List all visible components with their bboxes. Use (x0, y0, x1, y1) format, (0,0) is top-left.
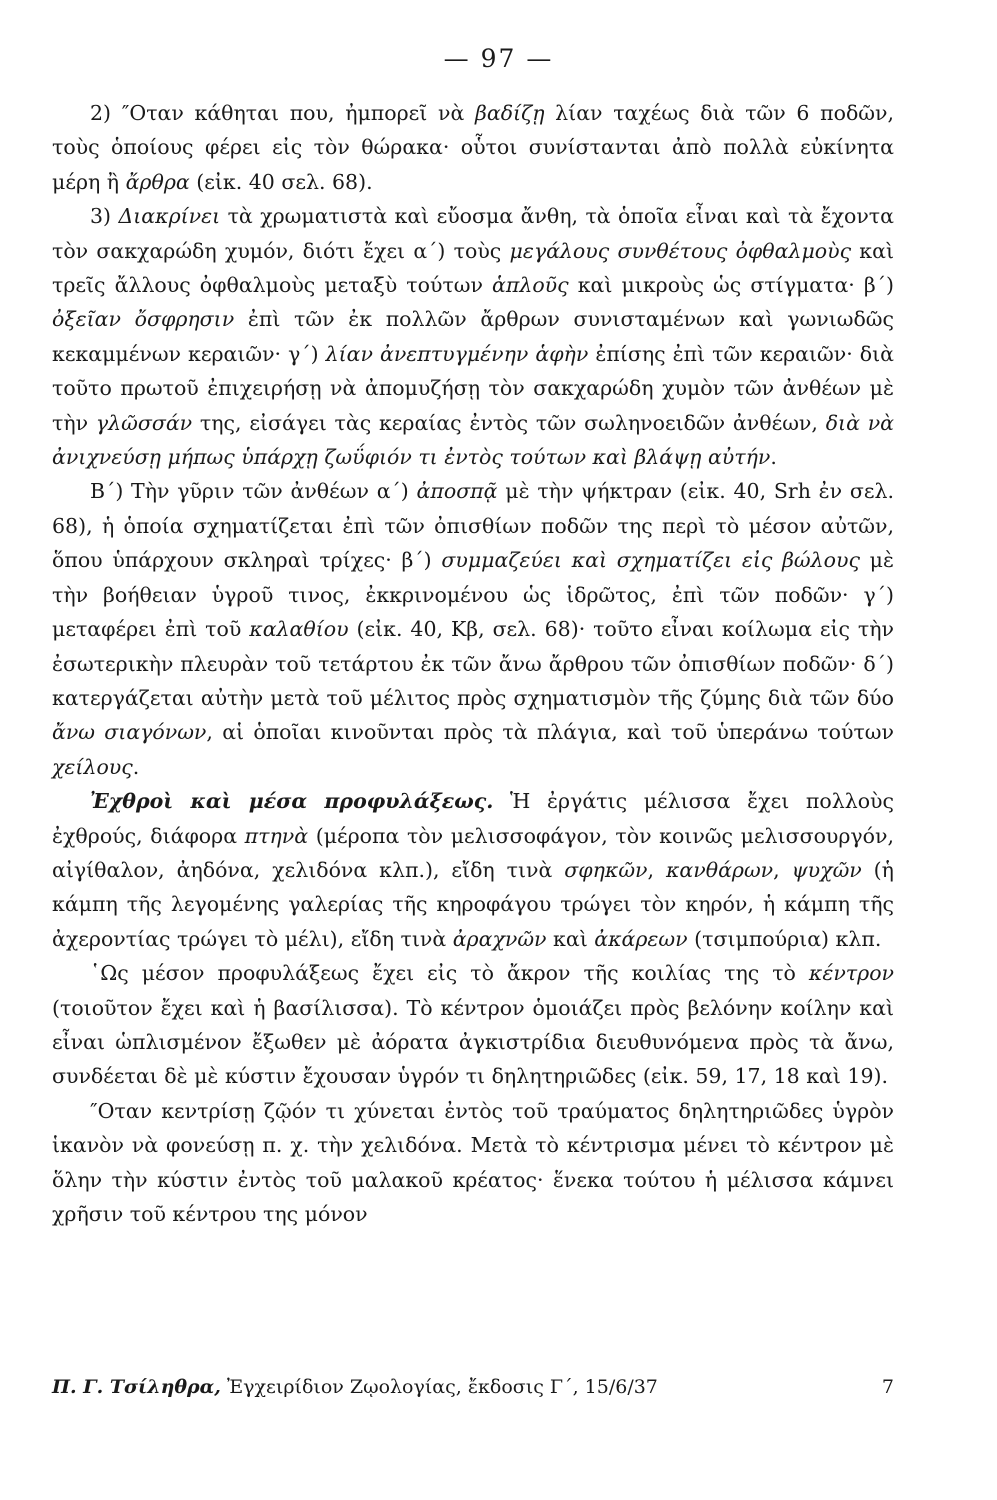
footer-title: Ἐγχειρίδιον Ζῳολογίας, ἔκδοσις Γ΄, 15/6/37 (220, 1376, 658, 1398)
text-run: καὶ μικροὺς ὡς στίγματα· β΄) (568, 273, 894, 298)
signature-mark: 7 (881, 1376, 894, 1398)
body-text (52, 96, 894, 1231)
text-run: μὲ τὴν ψήκτραν (εἰκ. 40, Srh ἐν σελ. 68), ἡ ὁποία σχηματίζεται ἐπὶ τῶν ὀπισθίων ποδῶν της περὶ τὸ μέσον αὐτῶν, ὅπου ὑπάρχουν σκληραὶ τρίχες· β΄) (52, 479, 894, 573)
footer-citation (52, 1376, 658, 1398)
text-run: τὰ χρωματιστὰ καὶ εὔοσμα ἄνθη, τὰ ὁποῖα εἶναι καὶ τὰ ἔχοντα τὸν σακχαρώδη χυμόν, διότι ἔχει α΄) τοὺς (52, 204, 894, 263)
emphasis-text: κέντρον (808, 961, 894, 986)
emphasis-text: συμμαζεύει καὶ σχηματίζει εἰς βώλους (441, 548, 860, 573)
text-run: . (770, 445, 777, 470)
text-run: μὲ τὴν βοήθειαν ὑγροῦ τινος, ἐκκρινομένου ὡς ἱδρῶτος, ἐπὶ τῶν ποδῶν· γ΄) μεταφέρει ἐπὶ τοῦ (52, 548, 894, 642)
text-run: καὶ τρεῖς ἄλλους ὀφθαλμοὺς μεταξὺ τούτων (52, 238, 894, 298)
emphasis-text: βαδίζῃ (475, 101, 545, 125)
emphasis-text: χείλους (52, 754, 133, 779)
text-run: (ἡ κάμπη τῆς λεγομένης γαλερίας τῆς κηροφάγου τρώγει τὸν κηρόν, ἡ κάμπη τῆς ἀχεροντίας τρώγει τὸ μέλι), εἴδη τινὰ (52, 857, 894, 951)
emphasis-text: Διακρίνει (118, 204, 221, 229)
emphasis-text: κανθάρων (665, 857, 774, 882)
emphasis-text: ἀραχνῶν (452, 926, 547, 951)
section-heading: Ἐχθροὶ καὶ μέσα προφυλάξεως. (90, 789, 494, 814)
emphasis-text: σφηκῶν (564, 857, 648, 882)
paragraph-5 (52, 956, 894, 1094)
paragraph-3 (52, 474, 894, 784)
text-run: (τοιοῦτον ἔχει καὶ ἡ βασίλισσα). Τὸ κέντρον ὁμοιάζει πρὸς βελόνην κοίλην καὶ εἶναι ὡπλισμένον ἔξωθεν μὲ ἀόρατα ἀγκιστρίδια διευθυνόμενα πρὸς τὰ ἄνω, συνδέεται δὲ μὲ κύστιν ἔχουσαν ὑγρόν τι δηλητηριῶδες (εἰκ. 59, 17, 18 καὶ 19). (52, 995, 894, 1089)
emphasis-text: ἁπλοῦς (492, 273, 569, 298)
text-run: ″Οταν κεντρίσῃ ζῷόν τι χύνεται ἐντὸς τοῦ τραύματος δηλητηριῶδες ὑγρὸν ἱκανὸν νὰ φονεύσῃ π. χ. τὴν χελιδόνα. Μετὰ τὸ κέντρισμα μένει τὸ κέντρον μὲ ὅλην τὴν κύστιν ἐντὸς τοῦ μαλακοῦ κρέατος· ἕνεκα τούτου ἡ μέλισσα κάμνει χρῆσιν τοῦ κέντρου της μόνον (52, 1098, 894, 1226)
paragraph-6 (52, 1094, 894, 1232)
paragraph-2 (52, 199, 894, 474)
text-run: ῾Ως μέσον προφυλάξεως ἔχει εἰς τὸ ἄκρον τῆς κοιλίας της τὸ (90, 961, 809, 986)
emphasis-text: μεγάλους συνθέτους ὀφθαλμοὺς (509, 238, 852, 263)
text-run: (τσιμπούρια) κλπ. (687, 926, 882, 951)
emphasis-text: ἄρθρα (125, 169, 190, 194)
text-run: 3) (90, 204, 119, 229)
emphasis-text: γλῶσσάν (95, 410, 193, 435)
text-run: Β΄) Τὴν γῦριν τῶν ἀνθέων α΄) (90, 479, 417, 504)
emphasis-text: ὀξεῖαν ὄσφρησιν (52, 307, 235, 332)
text-run: ἐπὶ τῶν ἐκ πολλῶν ἄρθρων συνισταμένων καὶ γωνιωδῶς κεκαμμένων κεραιῶν· γ΄) (52, 307, 894, 366)
text-run: λίαν ταχέως διὰ τῶν 6 ποδῶν, τοὺς ὁποίους φέρει εἰς τὸν θώρακα· οὗτοι συνίστανται ἀπὸ πολλὰ εὐκίνητα μέρη ἢ (52, 101, 895, 194)
text-run: Ἡ ἐργάτις μέλισσα ἔχει πολλοὺς ἐχθρούς, διάφορα (52, 789, 894, 848)
paragraph-4 (52, 784, 894, 956)
text-run: (εἰκ. 40 σελ. 68). (189, 169, 373, 194)
text-run: καὶ (546, 926, 595, 951)
emphasis-text: ἀκάρεων (594, 926, 688, 951)
emphasis-text: πτηνὰ (244, 823, 309, 848)
paragraph-1 (52, 96, 894, 199)
text-run: ἐπίσης ἐπὶ τῶν κεραιῶν· διὰ τοῦτο πρωτοῦ ἐπιχειρήσῃ νὰ ἀπομυζήσῃ τὸν σακχαρώδη χυμὸν τῶν ἀνθέων μὲ τὴν (52, 341, 894, 435)
emphasis-text: ἀποσπᾷ (416, 479, 498, 504)
emphasis-text: λίαν ἀνεπτυγμένην ἁφὴν (325, 341, 589, 366)
page-number: — 97 — (443, 44, 554, 73)
text-run: . (132, 754, 140, 779)
page-footer (52, 1376, 894, 1398)
text-run: της, εἰσάγει τὰς κεραίας ἐντὸς τῶν σωληνοειδῶν ἀνθέων, (192, 410, 826, 435)
text-run: , αἱ ὁποῖαι κινοῦνται πρὸς τὰ πλάγια, καὶ τοῦ ὑπεράνω τούτων (206, 720, 894, 745)
emphasis-text: διὰ νὰ ἀνιχνεύσῃ μήπως ὑπάρχῃ ζωΰφιόν τι ἐντὸς τούτων καὶ βλάψῃ αὐτήν (52, 410, 895, 470)
text-run: , (647, 857, 666, 882)
text-run: (εἰκ. 40, Κβ, σελ. 68)· τοῦτο εἶναι κοίλωμα εἰς τὴν ἐσωτερικὴν πλευρὰν τοῦ τετάρτου ἐκ τῶν ἄνω ἄρθρου τῶν ὀπισθίων ποδῶν· δ΄) κατεργάζεται αὐτὴν μετὰ τοῦ μέλιτος πρὸς σχηματισμὸν τῆς ζύμης διὰ τῶν δύο (52, 617, 894, 710)
emphasis-text: ἄνω σιαγόνων (52, 720, 207, 745)
text-run: 2) ″Οταν κάθηται που, ἠμπορεῖ νὰ (90, 101, 476, 125)
text-run: , (773, 857, 792, 882)
footer-author: Π. Γ. Τσίληθρα, (52, 1376, 221, 1398)
text-run: (μέροπα τὸν μελισσοφάγον, τὸν κοινῶς μελισσουργόν, αἰγίθαλον, ἀηδόνα, χελιδόνα κλπ.), εἴδη τινὰ (52, 823, 895, 882)
emphasis-text: ψυχῶν (791, 857, 862, 882)
emphasis-text: καλαθίου (249, 617, 349, 642)
